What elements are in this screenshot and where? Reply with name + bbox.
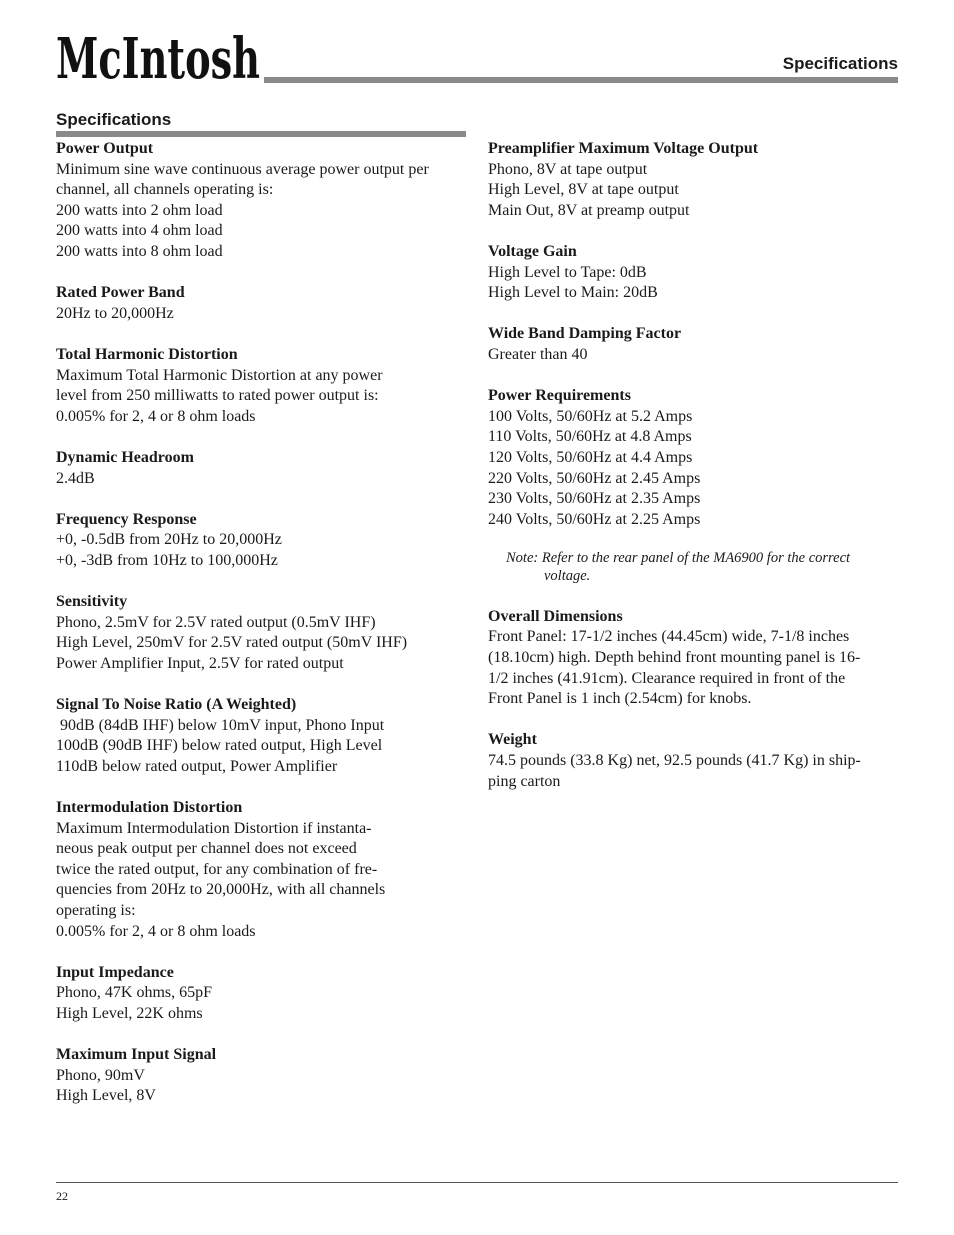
spec-line: level from 250 milliwatts to rated power output is: — [56, 387, 379, 405]
spec-block — [56, 345, 466, 427]
spec-line: 240 Volts, 50/60Hz at 2.25 Amps — [488, 510, 701, 528]
spec-line: 90dB (84dB IHF) below 10mV input, Phono Input — [56, 716, 385, 734]
spec-block — [56, 695, 466, 777]
spec-line: channel, all channels operating is: — [56, 181, 274, 199]
header-rule — [264, 77, 898, 83]
spec-line: 2.4dB — [56, 469, 95, 487]
spec-title: Sensitivity — [56, 593, 128, 611]
spec-title: Power Output — [56, 140, 154, 157]
spec-line: Power Amplifier Input, 2.5V for rated output — [56, 654, 344, 672]
spec-block — [56, 448, 466, 489]
spec-title: Weight — [488, 731, 537, 749]
spec-line: 0.005% for 2, 4 or 8 ohm loads — [56, 407, 256, 425]
spec-title: Signal To Noise Ratio (A Weighted) — [56, 696, 297, 714]
spec-line: 230 Volts, 50/60Hz at 2.35 Amps — [488, 490, 701, 508]
spec-title: Overall Dimensions — [488, 607, 623, 625]
spec-block — [56, 1045, 466, 1107]
spec-line: High Level to Main: 20dB — [488, 284, 658, 302]
spec-title: Input Impedance — [56, 963, 174, 981]
spec-line: 110 Volts, 50/60Hz at 4.8 Amps — [488, 428, 692, 446]
spec-title: Maximum Input Signal — [56, 1046, 217, 1064]
spec-block — [488, 607, 898, 710]
spec-title: Preamplifier Maximum Voltage Output — [488, 140, 759, 157]
spec-title: Frequency Response — [56, 510, 197, 528]
spec-line: 100 Volts, 50/60Hz at 5.2 Amps — [488, 407, 693, 425]
spec-line: 110dB below rated output, Power Amplifier — [56, 757, 338, 775]
note-line: Note: Refer to the rear panel of the MA6900 for the correct — [506, 549, 851, 566]
footer-rule — [56, 1182, 898, 1183]
svg-text:McIntosh: McIntosh — [56, 26, 260, 92]
section-rule — [56, 131, 466, 137]
section-title: Specifications — [56, 110, 172, 129]
spec-line: 1/2 inches (41.91cm). Clearance required in front of the — [488, 669, 846, 687]
spec-line: 20Hz to 20,000Hz — [56, 304, 174, 322]
spec-line: Maximum Intermodulation Distortion if instanta- — [56, 819, 372, 837]
spec-line: High Level to Tape: 0dB — [488, 263, 647, 281]
spec-line: 200 watts into 2 ohm load — [56, 201, 223, 219]
spec-line: High Level, 22K ohms — [56, 1004, 203, 1022]
spec-line: Phono, 47K ohms, 65pF — [56, 984, 213, 1002]
right-column — [488, 139, 898, 813]
spec-block — [56, 963, 466, 1025]
spec-line: 100dB (90dB IHF) below rated output, High Level — [56, 737, 383, 755]
spec-line: 120 Volts, 50/60Hz at 4.4 Amps — [488, 448, 693, 466]
spec-title: Rated Power Band — [56, 284, 185, 302]
spec-line: Main Out, 8V at preamp output — [488, 201, 690, 219]
spec-line: +0, -0.5dB from 20Hz to 20,000Hz — [56, 531, 282, 549]
spec-line: quencies from 20Hz to 20,000Hz, with all channels — [56, 881, 386, 899]
note-line: voltage. — [544, 567, 591, 584]
spec-title: Total Harmonic Distortion — [56, 345, 238, 363]
spec-title: Dynamic Headroom — [56, 448, 194, 466]
spec-block — [488, 324, 898, 365]
page-number: 22 — [56, 1189, 68, 1203]
spec-line: twice the rated output, for any combination of fre- — [56, 860, 378, 878]
spec-title: Wide Band Damping Factor — [488, 325, 682, 343]
voltage-note — [488, 549, 898, 585]
spec-line: Phono, 8V at tape output — [488, 160, 648, 178]
spec-line: 74.5 pounds (33.8 Kg) net, 92.5 pounds (41.7 Kg) in ship- — [488, 752, 861, 770]
spec-line: High Level, 8V — [56, 1087, 156, 1105]
left-column — [56, 139, 466, 1128]
spec-block — [488, 139, 898, 221]
spec-line: Front Panel is 1 inch (2.54cm) for knobs. — [488, 690, 752, 708]
spec-block — [56, 798, 466, 942]
spec-line: (18.10cm) high. Depth behind front mounting panel is 16- — [488, 649, 861, 667]
spec-line: operating is: — [56, 901, 136, 919]
spec-line: Minimum sine wave continuous average power output per — [56, 160, 429, 178]
spec-title: Voltage Gain — [488, 242, 577, 260]
spec-block — [56, 510, 466, 572]
spec-line: neous peak output per channel does not exceed — [56, 840, 357, 858]
spec-line: High Level, 8V at tape output — [488, 181, 679, 199]
spec-line: Phono, 90mV — [56, 1066, 145, 1084]
spec-line: 220 Volts, 50/60Hz at 2.45 Amps — [488, 469, 701, 487]
mcintosh-logo — [56, 26, 262, 92]
spec-line: 0.005% for 2, 4 or 8 ohm loads — [56, 922, 256, 940]
spec-line: High Level, 250mV for 2.5V rated output (50mV IHF) — [56, 634, 408, 652]
spec-line: Greater than 40 — [488, 345, 588, 363]
spec-title: Intermodulation Distortion — [56, 799, 243, 816]
spec-line: +0, -3dB from 10Hz to 100,000Hz — [56, 551, 278, 569]
spec-line: Maximum Total Harmonic Distortion at any power — [56, 366, 383, 384]
spec-block — [488, 386, 898, 530]
spec-line: 200 watts into 4 ohm load — [56, 222, 223, 240]
spec-line: ping carton — [488, 772, 561, 790]
spec-title: Power Requirements — [488, 387, 631, 405]
spec-block — [56, 283, 466, 324]
spec-block — [488, 242, 898, 304]
spec-line: Front Panel: 17-1/2 inches (44.45cm) wide, 7-1/8 inches — [488, 628, 850, 646]
spec-line: 200 watts into 8 ohm load — [56, 242, 223, 260]
spec-block — [56, 592, 466, 674]
spec-block — [488, 730, 898, 792]
spec-line: Phono, 2.5mV for 2.5V rated output (0.5mV IHF) — [56, 613, 376, 631]
spec-block — [56, 139, 466, 263]
header-title: Specifications — [782, 54, 898, 73]
